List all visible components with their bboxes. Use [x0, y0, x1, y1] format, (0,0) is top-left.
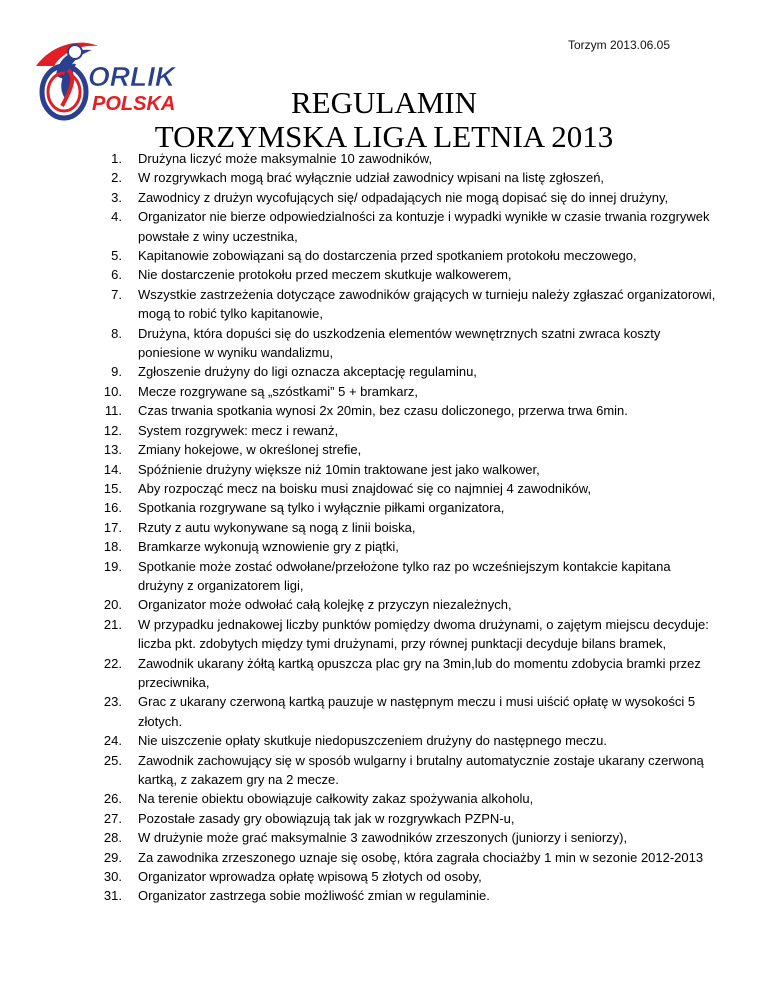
- rule-text: W przypadku jednakowej liczby punktów pomiędzy dwoma drużynami, o zajętym miejscu decyduje: liczba pkt. zdobytych między tymi drużynami, przy równej punktacji decyduje bilans bramek,: [138, 616, 709, 652]
- rule-text: Zgłoszenie drużyny do ligi oznacza akceptację regulaminu,: [138, 364, 477, 380]
- rule-item: [96, 460, 716, 479]
- rule-item: [96, 537, 716, 556]
- rule-number: 14.: [103, 461, 122, 477]
- rule-text: Drużyna, która dopuści się do uszkodzenia elementów wewnętrznych szatni zwraca koszty poniesione w wyniku wandalizmu,: [138, 325, 661, 361]
- rule-number: 31.: [103, 888, 122, 904]
- rule-number: 28.: [103, 830, 122, 846]
- rule-number: 21.: [103, 616, 122, 632]
- rule-number: 11.: [104, 403, 122, 419]
- rule-item: [96, 557, 716, 596]
- rule-number: 25.: [103, 752, 122, 768]
- rule-text: Organizator nie bierze odpowiedzialności za kontuzje i wypadki wynikłe w czasie trwania rozgrywek powstałe z winy uczestnika,: [138, 209, 710, 244]
- rule-number: 1.: [111, 151, 122, 166]
- rule-text: Nie uiszczenie opłaty skutkuje niedopuszczeniem drużyny do następnego meczu.: [138, 733, 607, 749]
- rule-text: Zmiany hokejowe, w określonej strefie,: [138, 442, 362, 458]
- rule-number: 4.: [111, 209, 122, 225]
- rule-text: Spotkania rozgrywane są tylko i wyłącznie piłkami organizatora,: [138, 500, 505, 516]
- rule-item: [96, 382, 716, 401]
- rule-text: Grac z ukarany czerwoną kartką pauzuje w następnym meczu i musi uiścić opłatę w wysokości 5 złotych.: [138, 694, 696, 729]
- rule-text: Wszystkie zastrzeżenia dotyczące zawodników grających w turnieju należy zgłaszać organizatorowi, mogą to robić tylko kapitanowie,: [138, 286, 716, 322]
- rule-item: [96, 324, 716, 363]
- rule-item: [96, 595, 716, 614]
- rule-item: [96, 421, 716, 440]
- title-line-2: TORZYMSKA LIGA LETNIA 2013: [154, 119, 614, 154]
- rule-text: Za zawodnika zrzeszonego uznaje się osobę, która zagrała chociażby 1 min w sezonie 2012-2013: [138, 849, 704, 865]
- rule-number: 18.: [103, 539, 122, 555]
- rule-number: 2.: [111, 170, 122, 186]
- rule-item: [96, 518, 716, 537]
- rule-number: 23.: [103, 694, 122, 710]
- rule-text: Na terenie obiektu obowiązuje całkowity zakaz spożywania alkoholu,: [138, 791, 534, 807]
- rule-text: Zawodnik ukarany żółtą kartką opuszcza plac gry na 3min,lub do momentu zdobycia bramki przez przeciwnika,: [138, 655, 701, 690]
- rule-item: [96, 731, 716, 750]
- rule-item: [96, 265, 716, 284]
- rule-item: [96, 498, 716, 517]
- rule-number: 15.: [103, 480, 122, 496]
- rule-text: Zawodnicy z drużyn wycofujących się/ odpadających nie mogą dopisać się do innej drużyny,: [138, 189, 669, 205]
- rule-text: Nie dostarczenie protokołu przed meczem skutkuje walkowerem,: [138, 267, 512, 283]
- rule-number: 9.: [111, 364, 122, 380]
- rule-number: 8.: [111, 325, 122, 341]
- rule-text: W rozgrywkach mogą brać wyłącznie udział zawodnicy wpisani na listę zgłoszeń,: [138, 170, 605, 186]
- rule-number: 16.: [103, 500, 122, 516]
- rule-item: [96, 168, 716, 187]
- rule-number: 19.: [103, 558, 122, 574]
- svg-text:POLSKA: POLSKA: [92, 93, 176, 115]
- rule-number: 3.: [111, 189, 122, 205]
- rule-number: 22.: [103, 655, 122, 671]
- rule-number: 17.: [103, 519, 122, 535]
- rule-number: 13.: [103, 442, 122, 458]
- rule-number: 29.: [103, 849, 122, 865]
- rule-text: Kapitanowie zobowiązani są do dostarczenia przed spotkaniem protokołu meczowego,: [138, 248, 637, 264]
- rule-text: Pozostałe zasady gry obowiązują tak jak w rozgrywkach PZPN-u,: [138, 810, 515, 826]
- rule-item: [96, 246, 716, 265]
- rule-item: [96, 848, 716, 867]
- rule-text: Bramkarze wykonują wznowienie gry z piątki,: [138, 539, 399, 555]
- rule-item: [96, 789, 716, 808]
- rule-item: [96, 867, 716, 886]
- rule-text: Czas trwania spotkania wynosi 2x 20min, bez czasu doliczonego, przerwa trwa 6min.: [138, 403, 628, 419]
- rule-item: [96, 654, 716, 693]
- rule-item: [96, 809, 716, 828]
- document-date: Torzym 2013.06.05: [567, 38, 670, 52]
- title-line-1: REGULAMIN: [291, 85, 477, 120]
- rule-number: 5.: [111, 248, 122, 264]
- rule-number: 20.: [103, 597, 122, 613]
- rule-text: Rzuty z autu wykonywane są nogą z linii boiska,: [138, 519, 416, 535]
- rule-item: [96, 886, 716, 905]
- rule-number: 7.: [111, 286, 122, 302]
- rule-number: 24.: [103, 733, 122, 749]
- rule-text: W drużynie może grać maksymalnie 3 zawodników zrzeszonych (juniorzy i seniorzy),: [138, 830, 628, 846]
- rule-item: [96, 692, 716, 731]
- rule-item: [96, 828, 716, 847]
- rule-number: 30.: [103, 869, 122, 885]
- rule-item: [96, 751, 716, 790]
- rule-item: [96, 149, 716, 168]
- rules-list: [96, 149, 716, 906]
- rule-text: Drużyna liczyć może maksymalnie 10 zawodników,: [138, 151, 433, 166]
- rule-item: [96, 207, 716, 246]
- rule-text: System rozgrywek: mecz i rewanż,: [138, 422, 339, 438]
- rule-number: 12.: [103, 422, 122, 438]
- document-title: [0, 86, 768, 154]
- rule-text: Spóźnienie drużyny większe niż 10min traktowane jest jako walkower,: [138, 461, 540, 477]
- rule-number: 10.: [103, 383, 122, 399]
- rule-item: [96, 362, 716, 381]
- rule-text: Aby rozpocząć mecz na boisku musi znajdować się co najmniej 4 zawodników,: [138, 480, 592, 496]
- rule-text: Organizator może odwołać całą kolejkę z przyczyn niezależnych,: [138, 597, 512, 613]
- rule-text: Organizator zastrzega sobie możliwość zmian w regulaminie.: [138, 888, 490, 904]
- rule-text: Zawodnik zachowujący się w sposób wulgarny i brutalny automatycznie zostaje ukarany czerwoną kartką, z zakazem gry na 2 mecze.: [138, 752, 704, 787]
- rule-item: [96, 285, 716, 324]
- rule-number: 26.: [103, 791, 122, 807]
- rule-item: [96, 440, 716, 459]
- rule-item: [96, 479, 716, 498]
- rule-text: Organizator wprowadza opłatę wpisową 5 złotych od osoby,: [138, 869, 482, 885]
- rule-text: Spotkanie może zostać odwołane/przełożone tylko raz po wcześniejszym kontakcie kapitana drużyny z organizatorem ligi,: [138, 558, 671, 593]
- rule-item: [96, 188, 716, 207]
- rule-text: Mecze rozgrywane są „szóstkami” 5 + bramkarz,: [138, 383, 418, 399]
- rule-item: [96, 615, 716, 654]
- rule-number: 27.: [103, 810, 122, 826]
- svg-text:ORLIK: ORLIK: [88, 61, 176, 92]
- rule-number: 6.: [111, 267, 122, 283]
- rule-item: [96, 401, 716, 420]
